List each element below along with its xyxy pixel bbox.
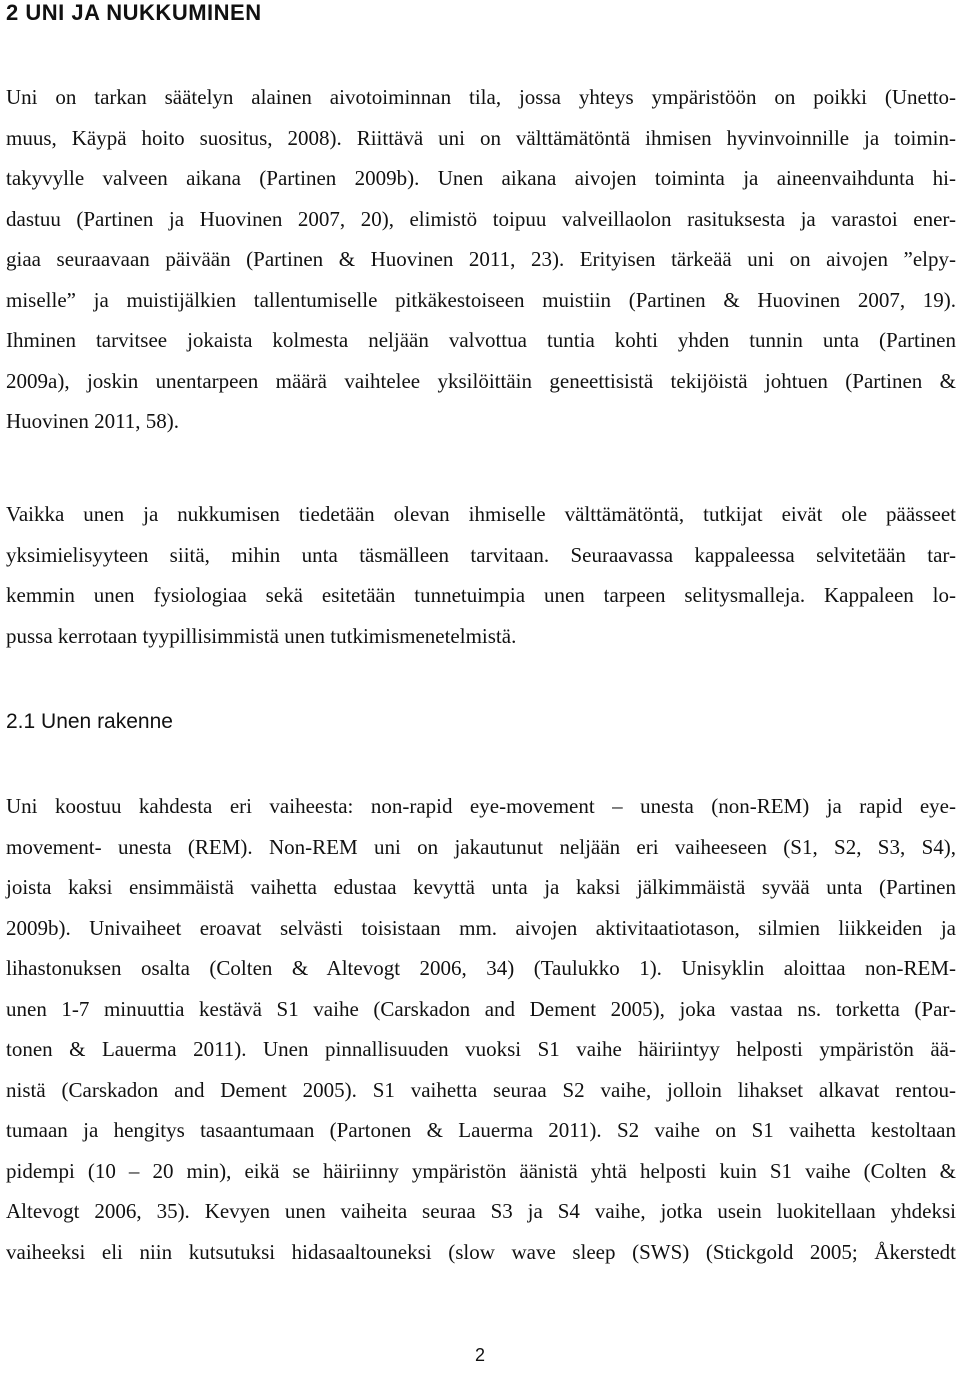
chapter-heading: 2 UNI JA NUKKUMINEN — [6, 0, 262, 25]
text-line: vaiheeksi eli niin kutsutuksi hidasaaltouneksi (slow wave sleep (SWS) (Stickgold 2005; Åkerstedt — [6, 1239, 956, 1264]
text-line: joista kaksi ensimmäistä vaihetta edustaa kevyttä unta ja kaksi jälkimmäistä syvää unta (Partinen — [6, 875, 956, 899]
text-line: tonen & Lauerma 2011). Unen pinnallisuuden vuoksi S1 vaihe häiriintyy helposti ympäristön ää- — [6, 1037, 956, 1061]
text-line: tumaan ja hengitys tasaantumaan (Partonen & Lauerma 2011). S2 vaihe on S1 vaihetta kestoltaan — [6, 1118, 956, 1142]
text-line: kemmin unen fysiologiaa sekä esitetään tunnetuimpia unen tarpeen selitysmalleja. Kappaleen lo- — [6, 583, 956, 607]
text-line: Huovinen 2011, 58). — [6, 409, 180, 433]
text-line: yksimielisyyteen siitä, mihin unta täsmälleen tarvitaan. Seuraavassa kappaleessa selvitetään tar- — [6, 542, 956, 567]
section-heading: 2.1 Unen rakenne — [6, 710, 173, 733]
paragraph-sleep-structure — [6, 786, 956, 1272]
text-line: giaa seuraavaan päivään (Partinen & Huovinen 2011, 23). Erityisen tärkeää uni on aivojen ”elpy- — [6, 247, 956, 271]
text-line: Uni koostuu kahdesta eri vaiheesta: non-rapid eye-movement – unesta (non-REM) ja rapid eye- — [6, 794, 956, 818]
text-line: Altevogt 2006, 35). Kevyen unen vaiheita seuraa S3 ja S4 vaihe, jotka usein luokitellaan yhdeksi — [6, 1199, 956, 1223]
text-line: muus, Käypä hoito suositus, 2008). Riittävä uni on välttämätöntä ihmisen hyvinvoinnille ja toimin- — [6, 125, 956, 150]
text-line: takyvylle valveen aikana (Partinen 2009b). Unen aikana aivojen toiminta ja aineenvaihdunta hi- — [6, 166, 956, 190]
text-line: dastuu (Partinen ja Huovinen 2007, 20), elimistö toipuu valveillaolon rasituksesta ja varastoi ener- — [6, 206, 956, 231]
text-line: Uni on tarkan säätelyn alainen aivotoiminnan tila, jossa yhteys ympäristöön on poikki (Unetto- — [6, 85, 956, 109]
text-line: unen 1-7 minuuttia kestävä S1 vaihe (Carskadon and Dement 2005), joka vastaa ns. torketta (Par- — [6, 996, 956, 1021]
text-line: miselle” ja muistijälkien tallentumiselle pitkäkestoiseen muistiin (Partinen & Huovinen 2007, 19). — [6, 287, 956, 312]
text-line: 2009a), joskin unentarpeen määrä vaihtelee yksilöittäin geneettisistä tekijöistä johtuen (Partinen & — [6, 368, 956, 393]
page-number: 2 — [474, 1345, 485, 1365]
paragraph-sleep-purpose — [6, 494, 956, 656]
text-line: pussa kerrotaan tyypillisimmistä unen tutkimismenetelmistä. — [6, 623, 517, 648]
text-line: Vaikka unen ja nukkumisen tiedetään olevan ihmiselle välttämätöntä, tutkijat eivät ole päässeet — [6, 502, 956, 526]
text-line: 2009b). Univaiheet eroavat selvästi toisistaan mm. aivojen aktivitaatiotason, silmien liikkeiden ja — [6, 915, 956, 940]
text-line: movement- unesta (REM). Non-REM uni on jakautunut neljään eri vaiheeseen (S1, S2, S3, S4), — [6, 834, 956, 859]
text-line: Ihminen tarvitsee jokaista kolmesta neljään valvottua tuntia kohti yhden tunnin unta (Partinen — [6, 328, 956, 352]
text-line: nistä (Carskadon and Dement 2005). S1 vaihetta seuraa S2 vaihe, jolloin lihakset alkavat rentou- — [6, 1077, 956, 1102]
text-line: lihastonuksen osalta (Colten & Altevogt 2006, 34) (Taulukko 1). Unisyklin aloittaa non-REM- — [6, 956, 956, 980]
paragraph-sleep-definition — [6, 77, 956, 442]
text-line: pidempi (10 – 20 min), eikä se häiriinny ympäristön äänistä yhtä helposti kuin S1 vaihe (Colten & — [6, 1158, 956, 1183]
